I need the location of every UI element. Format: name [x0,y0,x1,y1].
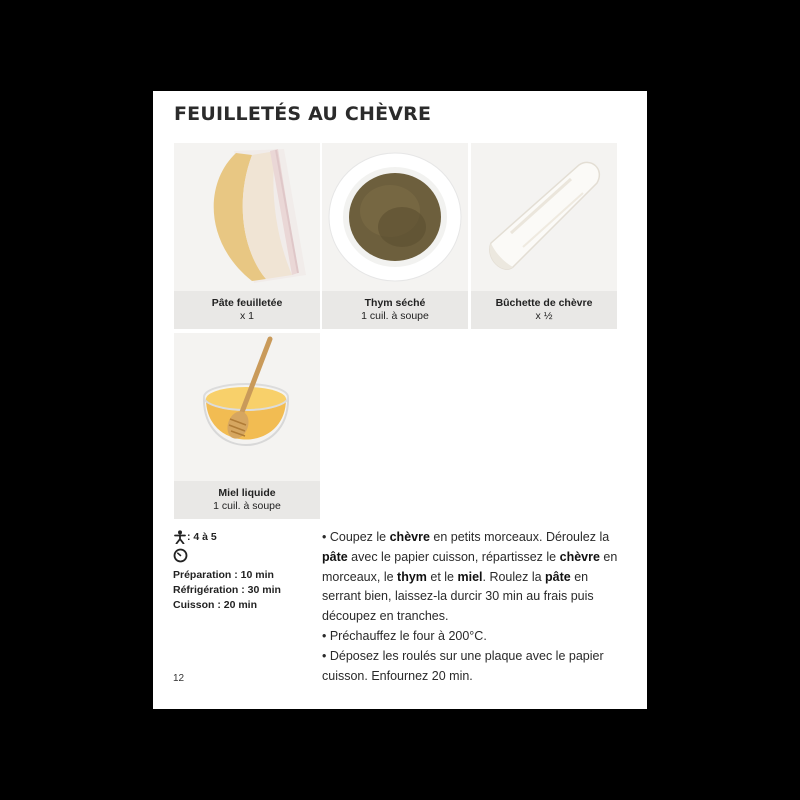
servings-row [173,528,281,546]
recipe-meta [173,528,281,613]
time-icon-row [173,546,281,564]
recipe-steps [322,528,622,686]
refrigeration-time: Réfrigération : 30 min [173,584,281,596]
clock-icon [173,548,188,563]
puff-pastry-photo [174,143,320,291]
ingredient-card-pate [174,143,320,329]
step-2: • Préchauffez le four à 200°C. [322,628,487,643]
preparation-time: Préparation : 10 min [173,569,274,581]
ingredient-label [322,291,468,329]
servings-text: : 4 à 5 [187,531,217,543]
step-1: • Coupez le chèvre en petits morceaux. Déroulez la pâte avec le papier cuisson, répartissez le chèvre en morceaux, le thym et le miel. Roulez la pâte en serrant bien, laissez-la durcir 30 min au frais puis découpez en tranches. [322,530,618,624]
recipe-times [173,568,281,613]
goat-cheese-log-photo [471,143,617,291]
step-3: • Déposez les roulés sur une plaque avec le papier cuisson. Enfournez 20 min. [322,648,604,683]
ingredient-quantity: 1 cuil. à soupe [213,500,281,512]
cooking-time: Cuisson : 20 min [173,599,258,611]
ingredient-label [174,291,320,329]
ingredient-name: Bûchette de chèvre [495,297,593,309]
recipe-title: FEUILLETÉS AU CHÈVRE [174,103,432,125]
ingredient-card-chevre [471,143,617,329]
dried-thyme-photo [322,143,468,291]
ingredient-card-thym [322,143,468,329]
honey-jar-photo [174,333,320,481]
recipe-page [153,91,647,709]
person-icon [173,530,187,544]
ingredient-name: Thym séché [364,297,426,309]
page-number: 12 [173,673,185,684]
ingredient-quantity: x 1 [239,310,254,322]
ingredient-label [174,481,320,519]
ingredient-quantity: 1 cuil. à soupe [361,310,429,322]
ingredient-name: Pâte feuilletée [211,297,283,309]
ingredient-quantity: x ½ [535,310,553,322]
ingredient-name: Miel liquide [218,487,276,499]
ingredient-label [471,291,617,329]
ingredient-card-miel [174,333,320,519]
